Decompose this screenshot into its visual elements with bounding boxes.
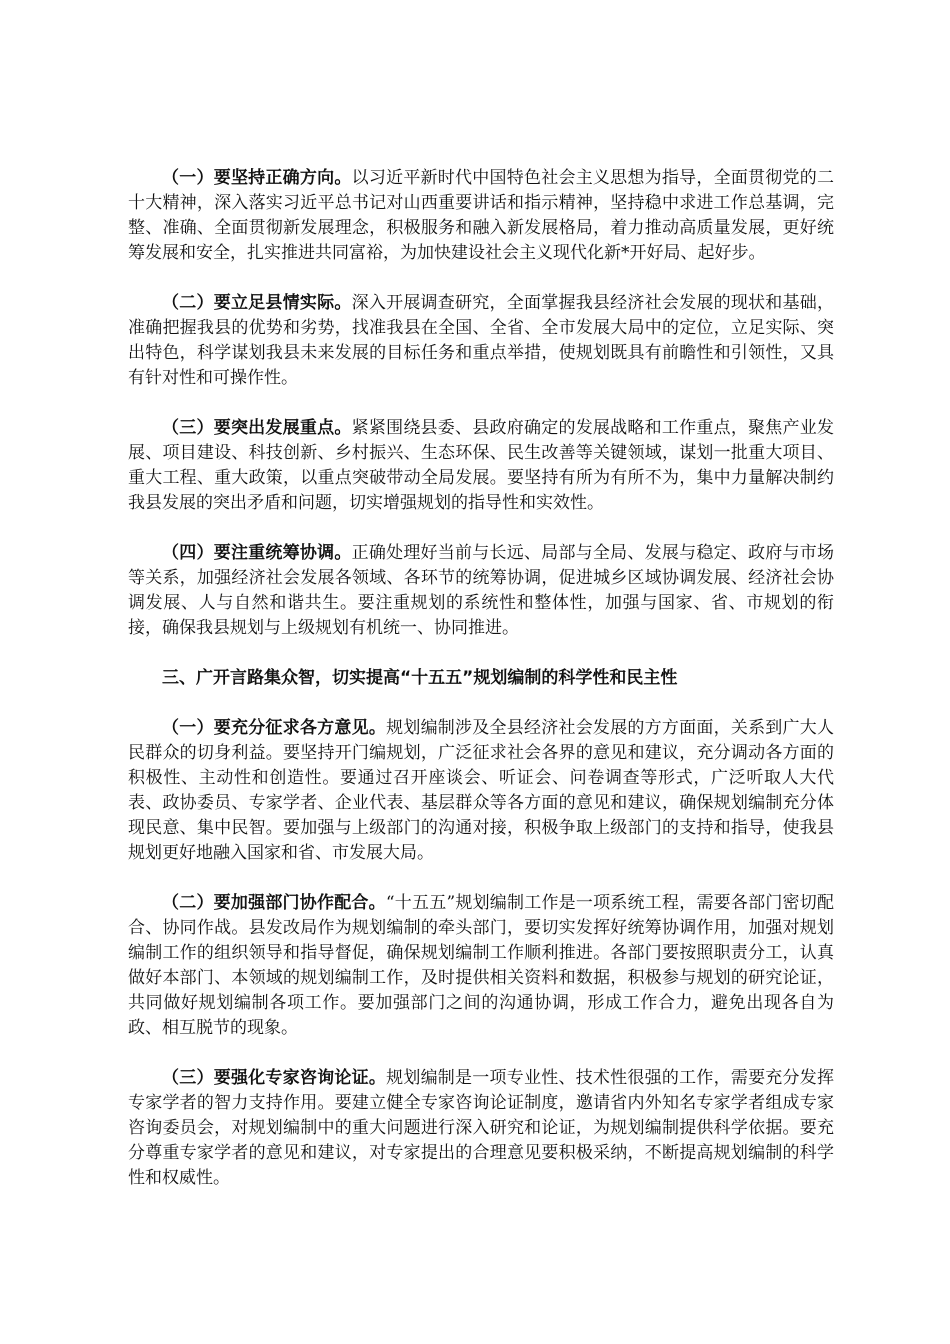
paragraph-text: “十五五”规划编制工作是一项系统工程，需要各部门密切配合、协同作战。县发改局作为规划编制的牵头部门，要切实发挥好统筹协调作用，加强对规划编制工作的组织领导和指导督促，确保规划编制工作顺利推进。各部门要按照职责分工，认真做好本部门、本领域的规划编制工作，及时提供相关资料和数据，积极参与规划的研究论证，共同做好规划编制各项工作。要加强部门之间的沟通协调，形成工作合力，避免出现各自为政、相互脱节的现象。 — [128, 893, 834, 1038]
paragraph-text: 规划编制是一项专业性、技术性很强的工作，需要充分发挥专家学者的智力支持作用。要建立健全专家咨询论证制度，邀请省内外知名专家学者组成专家咨询委员会，对规划编制中的重大问题进行深入研究和论证，为规划编制提供科学依据。要充分尊重专家学者的意见和建议，对专家提出的合理意见要积极采纳，不断提高规划编制的科学性和权威性。 — [128, 1068, 835, 1188]
document-body — [128, 166, 834, 1191]
paragraph-solicit-opinions — [128, 716, 834, 866]
paragraph-lead: （四）要注重统筹协调。 — [162, 543, 352, 563]
paragraph-department-cooperation — [128, 891, 834, 1041]
paragraph-text: 紧紧围绕县委、县政府确定的发展战略和工作重点，聚焦产业发展、项目建设、科技创新、乡村振兴、生态环保、民生改善等关键领域，谋划一批重大项目、重大工程、重大政策，以重点突破带动全局发展。要坚持有所为有所不为，集中力量解决制约我县发展的突出矛盾和问题，切实增强规划的指导性和实效性。 — [128, 418, 835, 513]
paragraph-correct-direction — [128, 166, 834, 266]
paragraph-lead: （一）要充分征求各方意见。 — [162, 718, 387, 738]
paragraph-overall-coordination — [128, 541, 834, 641]
paragraph-lead: （二）要加强部门协作配合。 — [162, 893, 386, 913]
paragraph-text: 正确处理好当前与长远、局部与全局、发展与稳定、政府与市场等关系，加强经济社会发展各领域、各环节的统筹协调，促进城乡区域协调发展、经济社会协调发展、人与自然和谐共生。要注重规划的系统性和整体性，加强与国家、省、市规划的衔接，确保我县规划与上级规划有机统一、协同推进。 — [128, 543, 835, 638]
paragraph-lead: （三）要强化专家咨询论证。 — [162, 1068, 387, 1088]
paragraph-text: 以习近平新时代中国特色社会主义思想为指导，全面贯彻党的二十大精神，深入落实习近平总书记对山西重要讲话和指示精神，坚持稳中求进工作总基调，完整、准确、全面贯彻新发展理念，积极服务和融入新发展格局，着力推动高质量发展，更好统筹发展和安全，扎实推进共同富裕，为加快建设社会主义现代化新*开好局、起好步。 — [128, 168, 835, 263]
section-heading: 三、广开言路集众智，切实提高“十五五”规划编制的科学性和民主性 — [162, 668, 678, 688]
paragraph-text: 规划编制涉及全县经济社会发展的方方面面，关系到广大人民群众的切身利益。要坚持开门编规划，广泛征求社会各界的意见和建议，充分调动各方面的积极性、主动性和创造性。要通过召开座谈会、听证会、问卷调查等形式，广泛听取人大代表、政协委员、专家学者、企业代表、基层群众等各方面的意见和建议，确保规划编制充分体现民意、集中民智。要加强与上级部门的沟通对接，积极争取上级部门的支持和指导，使我县规划更好地融入国家和省、市发展大局。 — [128, 718, 835, 863]
paragraph-text: 深入开展调查研究，全面掌握我县经济社会发展的现状和基础，准确把握我县的优势和劣势，找准我县在全国、全省、全市发展大局中的定位，立足实际、突出特色，科学谋划我县未来发展的目标任务和重点举措，使规划既具有前瞻性和引领性，又具有针对性和可操作性。 — [128, 293, 835, 388]
paragraph-development-focus — [128, 416, 834, 516]
paragraph-county-reality — [128, 291, 834, 391]
paragraph-lead: （一）要坚持正确方向。 — [162, 168, 352, 188]
paragraph-lead: （二）要立足县情实际。 — [162, 293, 352, 313]
paragraph-lead: （三）要突出发展重点。 — [162, 418, 352, 438]
paragraph-expert-consultation — [128, 1066, 834, 1191]
